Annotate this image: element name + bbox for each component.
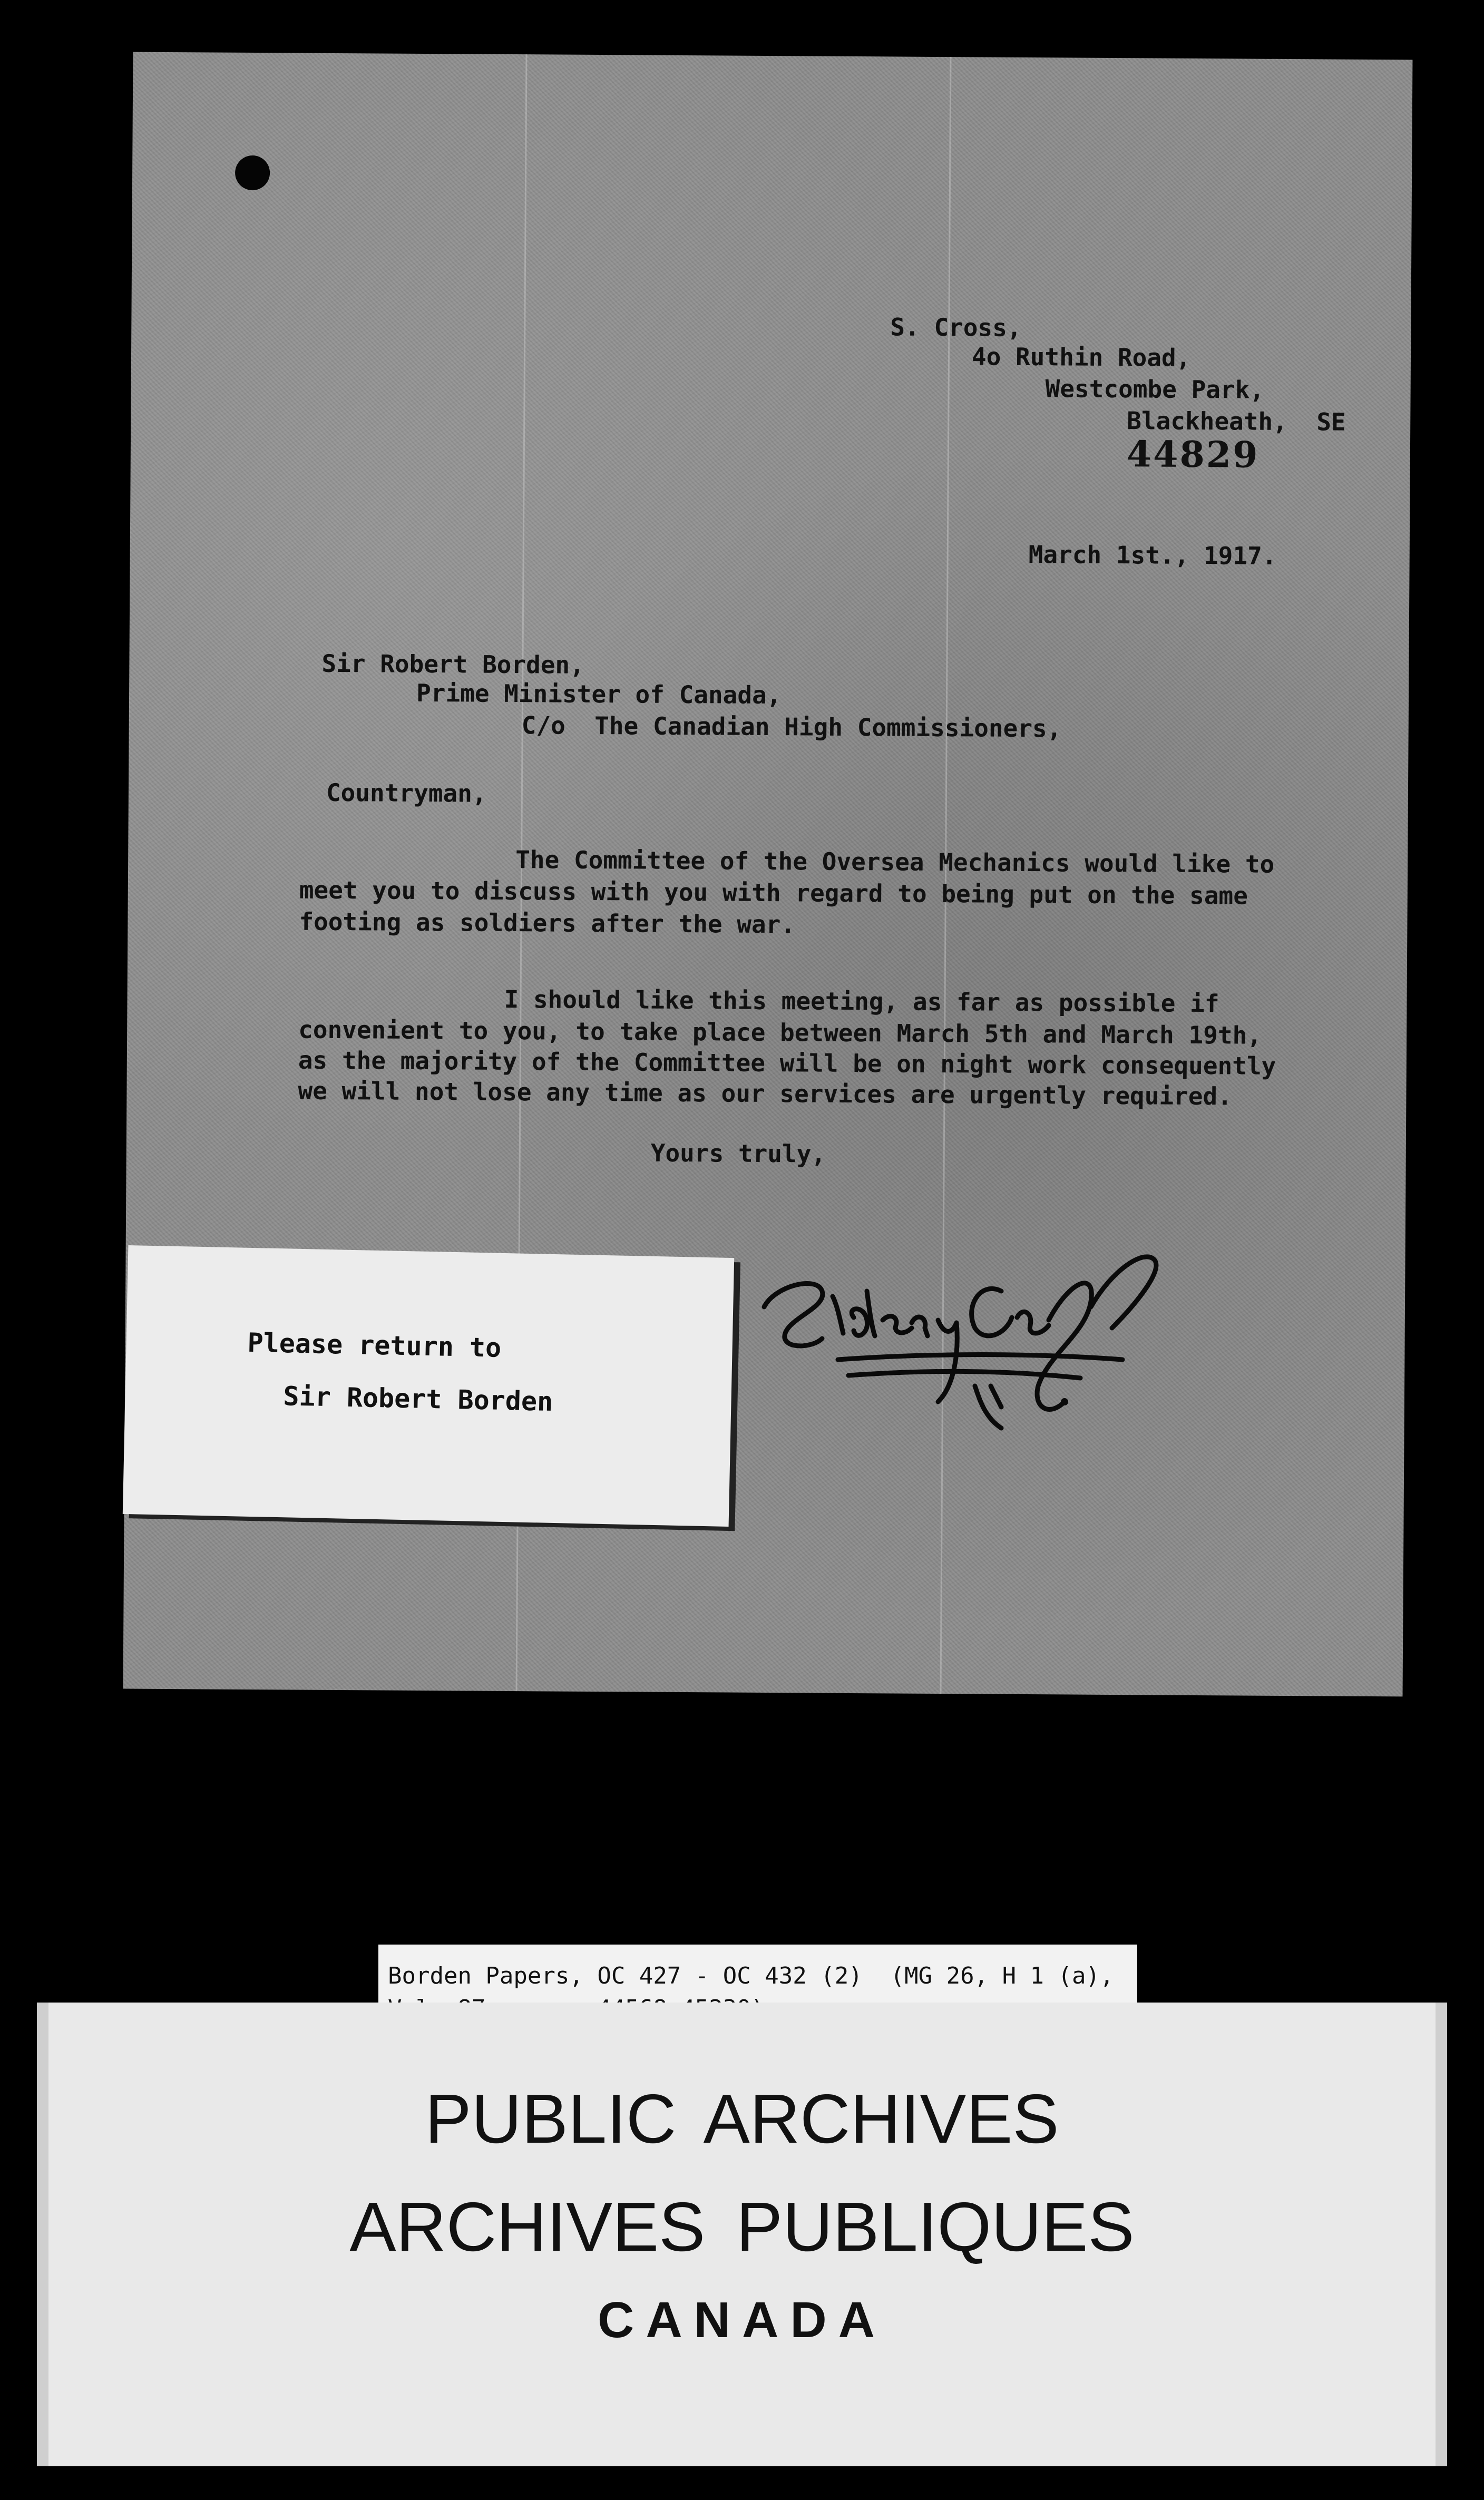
recipient-line: Sir Robert Borden, (321, 649, 585, 679)
return-slip-line: Please return to (247, 1327, 502, 1363)
salutation: Countryman, (326, 778, 487, 808)
sender-address-line: Blackheath, SE (1127, 406, 1346, 436)
archive-reference-line: Borden Papers, OC 427 - OC 432 (2) (MG 26, H 1 (a), (388, 1962, 1114, 1989)
closing: Yours truly, (650, 1138, 826, 1168)
body-line: The Committee of the Oversea Mechanics would like to (515, 845, 1275, 878)
body-line: I should like this meeting, as far as possible if (504, 984, 1219, 1018)
body-line: convenient to you, to take place between March 5th and March 19th, (298, 1015, 1262, 1050)
archive-stamp-french: ARCHIVES PUBLIQUES (349, 2188, 1135, 2265)
archive-stamp (37, 2003, 1447, 2466)
sender-name: S. Cross, (890, 312, 1022, 342)
body-line: we will not lose any time as our services are urgently required. (298, 1076, 1233, 1111)
recipient-line: Prime Minister of Canada, (416, 678, 782, 710)
return-slip-line: Sir Robert Borden (282, 1381, 553, 1417)
return-slip (123, 1245, 734, 1527)
body-line: as the majority of the Committee will be on night work consequently (298, 1046, 1276, 1080)
recipient-line: C/o The Canadian High Commissioners, (521, 711, 1062, 743)
letter-date: March 1st., 1917. (1028, 540, 1277, 570)
handwritten-signature (754, 1228, 1186, 1449)
body-line: footing as soldiers after the war. (299, 907, 796, 939)
sender-address-line: 4o Ruthin Road, (971, 342, 1191, 372)
body-line: meet you to discuss with you with regard to being put on the same (299, 875, 1248, 910)
archive-stamp-country: CANADA (598, 2292, 886, 2348)
sender-block (133, 52, 1413, 436)
archive-stamp-english: PUBLIC ARCHIVES (425, 2080, 1059, 2157)
sender-address-line: Westcombe Park, (1045, 374, 1265, 404)
punch-hole (235, 155, 270, 190)
document-number: 44829 (1126, 433, 1260, 476)
